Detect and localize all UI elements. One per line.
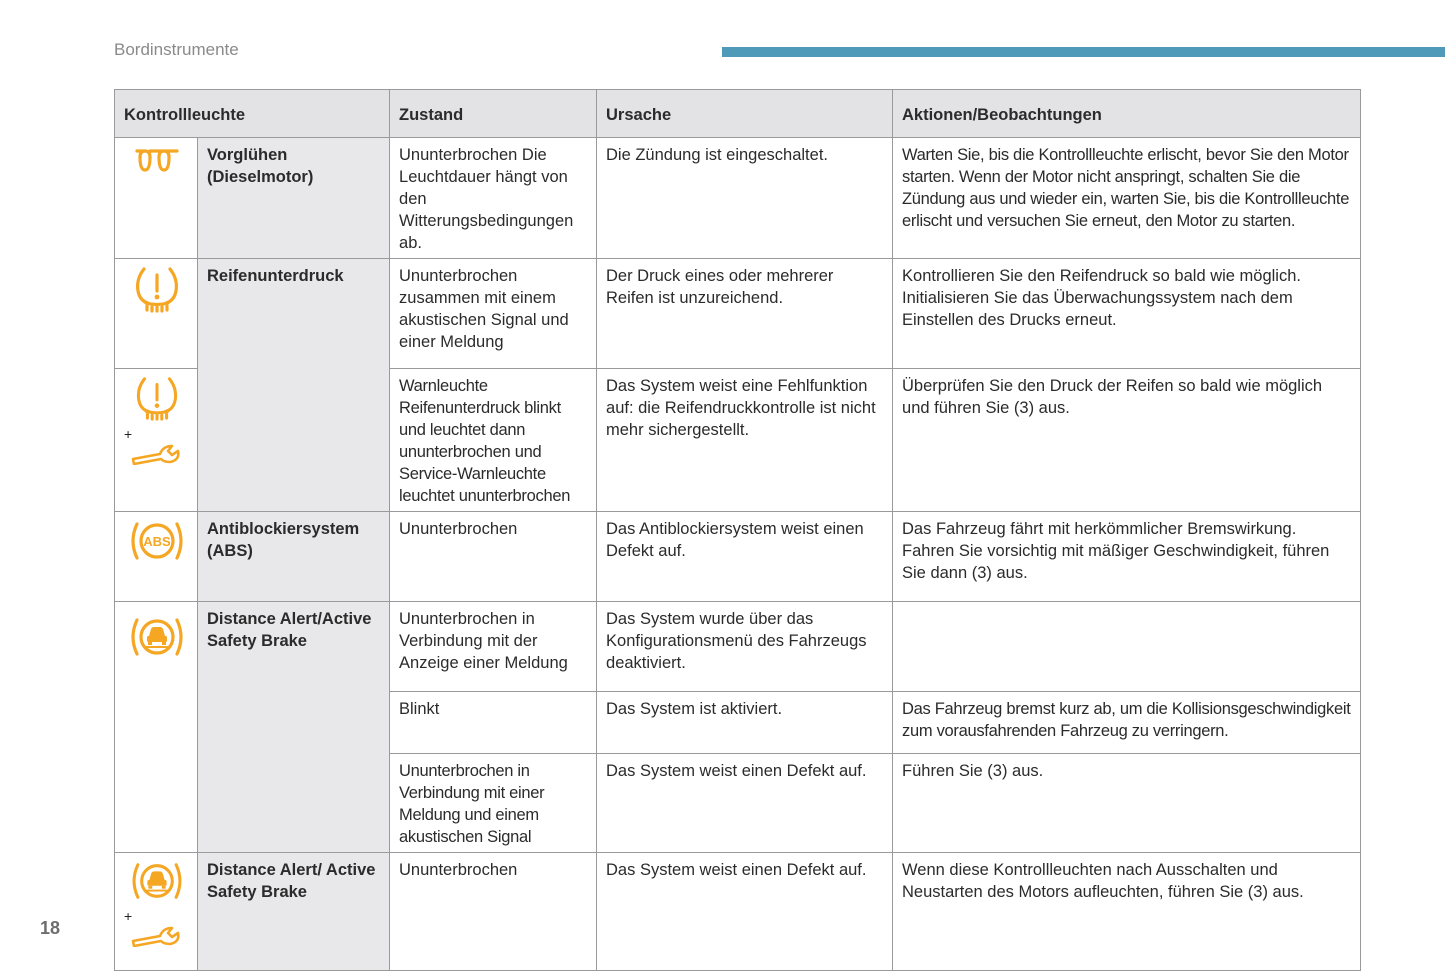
active-safety-brake-icon xyxy=(127,614,187,660)
wrench-icon xyxy=(130,443,184,465)
column-header-ursache: Ursache xyxy=(597,90,893,138)
ursache-cell: Der Druck eines oder mehrerer Reifen ist unzureichend. xyxy=(597,259,893,369)
ursache-cell: Das Antiblockiersystem weist einen Defekt auf. xyxy=(597,512,893,602)
aktionen-cell: Kontrollieren Sie den Reifendruck so bald wie möglich. Initialisieren Sie das Überwachungssystem nach dem Einstellen des Drucks erneut. xyxy=(893,259,1361,369)
table-row xyxy=(115,259,1361,369)
column-header-kontrollleuchte: Kontrollleuchte xyxy=(115,90,390,138)
plus-sign: + xyxy=(124,426,133,442)
zustand-cell: Ununterbrochen zusammen mit einem akustischen Signal und einer Meldung xyxy=(390,259,597,369)
icon-cell xyxy=(115,512,198,602)
ursache-cell: Die Zündung ist eingeschaltet. xyxy=(597,138,893,259)
table-row xyxy=(115,512,1361,602)
zustand-cell: Ununterbrochen in Verbindung mit einer Meldung und einem akustischen Signal xyxy=(390,754,597,853)
icon-cell xyxy=(115,602,198,853)
column-header-zustand: Zustand xyxy=(390,90,597,138)
zustand-cell: Ununterbrochen xyxy=(390,512,597,602)
zustand-cell: Ununterbrochen in Verbindung mit der Anzeige einer Meldung xyxy=(390,602,597,692)
table-row xyxy=(115,138,1361,259)
zustand-cell: Ununterbrochen Die Leuchtdauer hängt von den Witterungsbedingungen ab. xyxy=(390,138,597,259)
active-safety-brake-icon xyxy=(127,859,187,903)
zustand-cell: Blinkt xyxy=(390,692,597,754)
table-row xyxy=(115,853,1361,971)
warning-lights-table xyxy=(114,89,1361,971)
light-name: Distance Alert/ Active Safety Brake xyxy=(198,853,390,971)
abs-icon xyxy=(127,518,187,564)
header-accent-bar xyxy=(722,47,1445,57)
light-name: Vorglühen (Dieselmotor) xyxy=(198,138,390,259)
ursache-cell: Das System ist aktiviert. xyxy=(597,692,893,754)
icon-cell xyxy=(115,369,198,512)
light-name: Antiblockiersystem (ABS) xyxy=(198,512,390,602)
aktionen-cell: Das Fahrzeug fährt mit herkömmlicher Bremswirkung. Fahren Sie vorsichtig mit mäßiger Geschwindigkeit, führen Sie dann (3) aus. xyxy=(893,512,1361,602)
wrench-icon xyxy=(130,925,184,947)
section-title: Bordinstrumente xyxy=(114,40,239,59)
tyre-pressure-icon xyxy=(134,375,180,421)
glow-plug-icon xyxy=(134,144,180,176)
aktionen-cell: Warten Sie, bis die Kontrollleuchte erlischt, bevor Sie den Motor starten. Wenn der Motor nicht anspringt, schalten Sie die Zündung aus und wieder ein, warten Sie, bis die Kontrollleuchte erlischt und versuchen Sie erneut, den Motor zu starten. xyxy=(893,138,1361,259)
ursache-cell: Das System weist einen Defekt auf. xyxy=(597,754,893,853)
light-name: Reifenunterdruck xyxy=(198,259,390,512)
aktionen-cell xyxy=(893,602,1361,692)
page-number: 18 xyxy=(40,918,61,938)
ursache-cell: Das System weist eine Fehlfunktion auf: die Reifendruckkontrolle ist nicht mehr sichergestellt. xyxy=(597,369,893,512)
ursache-cell: Das System weist einen Defekt auf. xyxy=(597,853,893,971)
abs-label: ABS xyxy=(142,534,171,549)
icon-cell xyxy=(115,853,198,971)
zustand-cell: Ununterbrochen xyxy=(390,853,597,971)
table-row xyxy=(115,602,1361,692)
zustand-cell: Warnleuchte Reifenunterdruck blinkt und leuchtet dann ununterbrochen und Service-Warnleuchte leuchtet ununterbrochen xyxy=(390,369,597,512)
aktionen-cell: Das Fahrzeug bremst kurz ab, um die Kollisionsgeschwindigkeit zum vorausfahrenden Fahrzeug zu verringern. xyxy=(893,692,1361,754)
ursache-cell: Das System wurde über das Konfigurationsmenü des Fahrzeugs deaktiviert. xyxy=(597,602,893,692)
aktionen-cell: Wenn diese Kontrollleuchten nach Ausschalten und Neustarten des Motors aufleuchten, führen Sie (3) aus. xyxy=(893,853,1361,971)
table-header-row xyxy=(115,90,1361,138)
tyre-pressure-icon xyxy=(134,265,180,313)
plus-sign: + xyxy=(124,908,133,924)
aktionen-cell: Führen Sie (3) aus. xyxy=(893,754,1361,853)
light-name: Distance Alert/Active Safety Brake xyxy=(198,602,390,853)
icon-cell xyxy=(115,138,198,259)
aktionen-cell: Überprüfen Sie den Druck der Reifen so bald wie möglich und führen Sie (3) aus. xyxy=(893,369,1361,512)
icon-cell xyxy=(115,259,198,369)
column-header-aktionen: Aktionen/Beobachtungen xyxy=(893,90,1361,138)
